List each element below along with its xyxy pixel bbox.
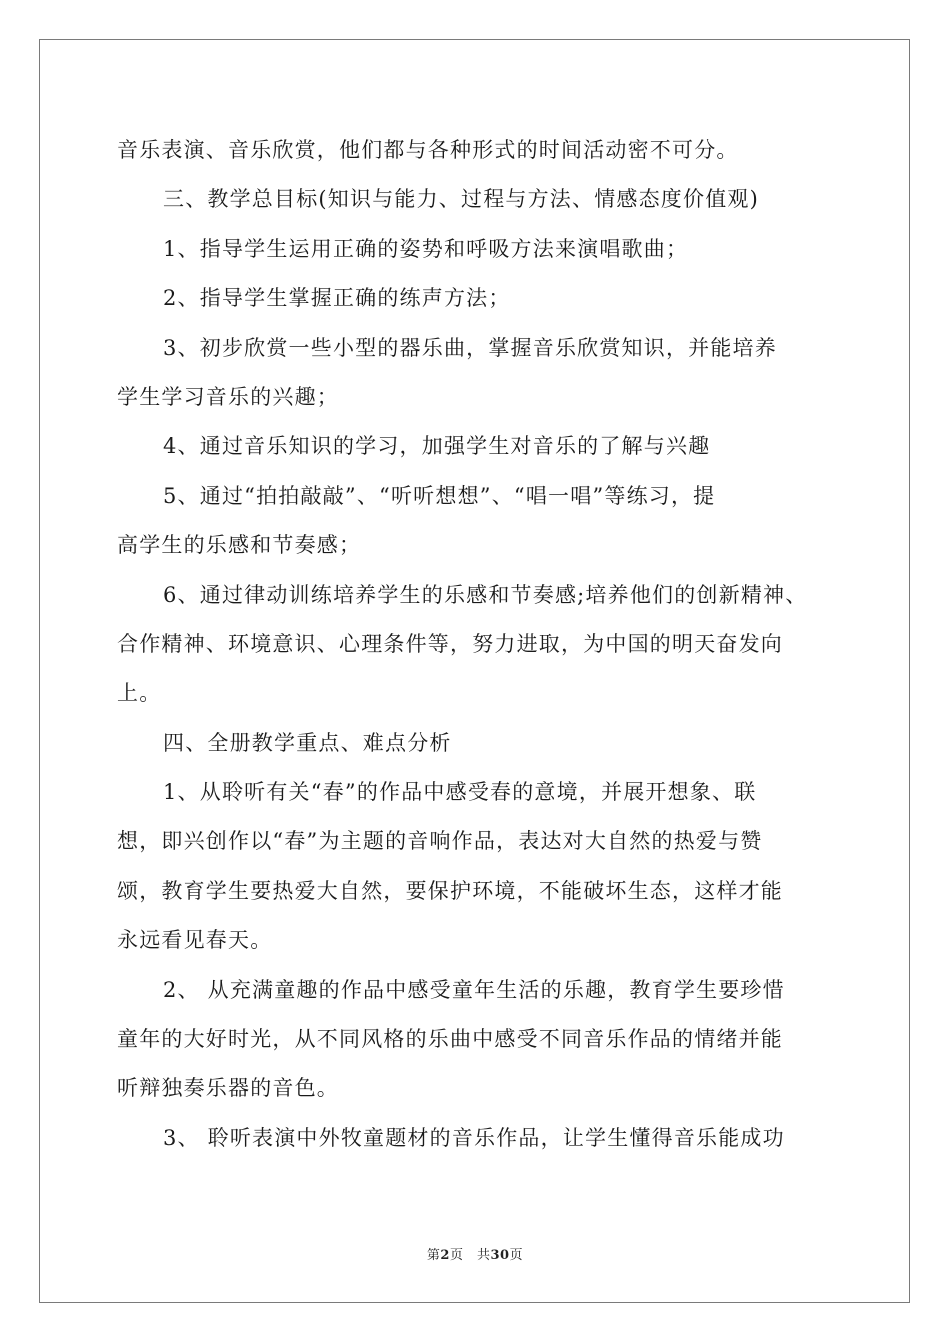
text-line: 高学生的乐感和节奏感； xyxy=(117,533,362,558)
text-line: 永远看见春天。 xyxy=(117,928,273,953)
text-line: 听辩独奏乐器的音色。 xyxy=(117,1076,339,1101)
text-line: 童年的大好时光，从不同风格的乐曲中感受不同音乐作品的情绪并能 xyxy=(117,1027,783,1052)
text-line: 颂，教育学生要热爱大自然，要保护环境，不能破坏生态，这样才能 xyxy=(117,878,783,903)
page-suffix: 页 xyxy=(509,1248,524,1263)
text-line: 四、全册教学重点、难点分析 xyxy=(163,730,452,755)
text-line: 合作精神、环境意识、心理条件等，努力进取，为中国的明天奋发向 xyxy=(117,631,783,656)
text-line: 5、通过“拍拍敲敲”、“听听想想”、“唱一唱”等练习，提 xyxy=(163,483,716,508)
text-line: 2、指导学生掌握正确的练声方法； xyxy=(163,286,511,311)
text-line: 1、从聆听有关“春”的作品中感受春的意境，并展开想象、联 xyxy=(163,780,757,805)
text-line: 3、初步欣赏一些小型的器乐曲，掌握音乐欣赏知识，并能培养 xyxy=(163,335,777,360)
page-total: 30 xyxy=(490,1248,510,1263)
text-line: 上。 xyxy=(117,681,162,706)
text-line: 6、通过律动训练培养学生的乐感和节奏感;培养他们的创新精神、 xyxy=(163,582,808,607)
text-line: 学生学习音乐的兴趣； xyxy=(117,384,339,409)
document-body xyxy=(117,126,837,1163)
page-prefix: 第 xyxy=(426,1248,441,1263)
page-footer xyxy=(0,1244,950,1263)
text-line: 音乐表演、音乐欣赏，他们都与各种形式的时间活动密不可分。 xyxy=(117,138,739,162)
text-line: 想，即兴创作以“春”为主题的音响作品，表达对大自然的热爱与赞 xyxy=(117,829,763,854)
text-line: 3、 聆听表演中外牧童题材的音乐作品，让学生懂得音乐能成功 xyxy=(163,1125,785,1150)
page-number: 2 xyxy=(440,1248,450,1263)
text-line: 4、通过音乐知识的学习，加强学生对音乐的了解与兴趣 xyxy=(163,434,711,459)
page-mid: 页 共 xyxy=(449,1248,491,1263)
text-line: 2、 从充满童趣的作品中感受童年生活的乐趣，教育学生要珍惜 xyxy=(163,977,785,1002)
text-line: 1、指导学生运用正确的姿势和呼吸方法来演唱歌曲； xyxy=(163,236,689,261)
text-line: 三、教学总目标(知识与能力、过程与方法、情感态度价值观) xyxy=(163,187,759,212)
